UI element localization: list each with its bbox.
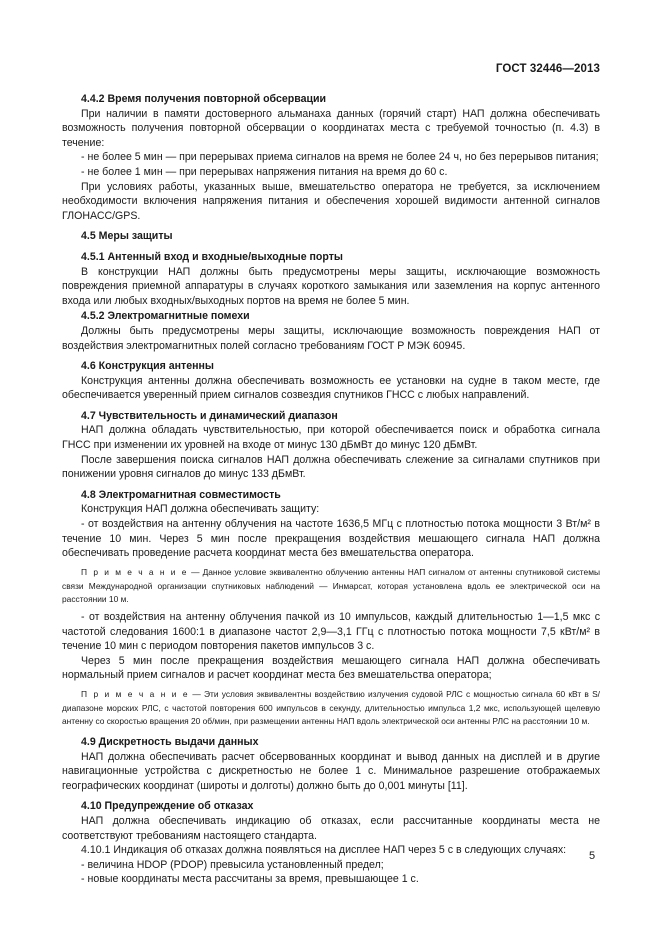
note-text: — Эти условия эквивалентны воздействию излучения судовой РЛС с мощностью сигнала 60 кВт в S/диапазоне морских РЛС, с частотой повторения 600 импульсов в секунду, длительностью импульса 1,2 мкс, использующей щелевую антенну со скоростью вращения 20 об/мин, при размещении антенны НАП вдоль электрической оси антенны РЛС на расстоянии 10 м. xyxy=(62,688,600,727)
heading-4-5: 4.5 Меры защиты xyxy=(81,230,173,243)
heading-4-9: 4.9 Дискретность выдачи данных xyxy=(81,736,259,748)
paragraph: НАП должна обеспечивать расчет обсервованных координат и вывод данных на дисплей и в другие навигационные устройства с дискретностью не более 1 с. Минимальное разрешение отображаемых географических координат (широты и долготы) должно быть до 0,001 минуты [11]. xyxy=(62,750,600,792)
paragraph: При наличии в памяти достоверного альманаха данных (горячий старт) НАП должна обеспечивать возможность получения повторной обсервации о координатах места с требуемой точностью (п. 4.3) в течение: xyxy=(62,107,600,149)
paragraph: После завершения поиска сигналов НАП должна обеспечивать слежение за сигналами спутников при понижении уровня сигналов до минус 133 дБмВт. xyxy=(62,453,600,481)
paragraph: При условиях работы, указанных выше, вмешательство оператора не требуется, за исключением необходимости включения напряжения питания и обеспечения хорошей видимости антенной сигналов ГЛОНАСС/GPS. xyxy=(62,180,600,222)
page-number: 5 xyxy=(589,850,596,862)
list-item: - от воздействия на антенну облучения на частоте 1636,5 МГц с плотностью потока мощности 3 Вт/м² в течение 10 мин. Через 5 мин после прекращения воздействия мешающего сигнала НАП должна обеспечивать проведение расчета координат места без вмешательства оператора. xyxy=(62,518,600,560)
standard-header: ГОСТ 32446—2013 xyxy=(495,63,600,75)
paragraph: В конструкции НАП должны быть предусмотрены меры защиты, исключающие возможность повреждения приемной аппаратуры в случаях короткого замыкания или заземления на корпус антенного входа или любых входных/выходных портов на время не более 5 мин. xyxy=(62,265,600,307)
note-label: П р и м е ч а н и е xyxy=(81,566,188,577)
heading-4-4-2: 4.4.2 Время получения повторной обсервации xyxy=(81,93,326,105)
list-item: - новые координаты места рассчитаны за время, превышающее 1 с. xyxy=(81,873,419,886)
paragraph: Должны быть предусмотрены меры защиты, исключающие возможность повреждения НАП от воздействия электромагнитных полей согласно требованиям ГОСТ Р МЭК 60945. xyxy=(62,324,600,352)
list-item: - от воздействия на антенну облучения пачкой из 10 импульсов, каждый длительностью 1—1,5 мкс с частотой следования 1600:1 в диапазоне частот 2,9—3,1 ГГц с плотностью потока мощности 7,5 кВт/м² в течение 10 мин с периодом повторения пакетов импульсов 3 с. xyxy=(62,610,600,653)
heading-4-7: 4.7 Чувствительность и динамический диапазон xyxy=(81,409,338,422)
heading-4-5-1: 4.5.1 Антенный вход и входные/выходные порты xyxy=(81,250,343,263)
note xyxy=(62,688,600,729)
paragraph: 4.10.1 Индикация об отказах должна появляться на дисплее НАП через 5 с в следующих случаях: xyxy=(81,844,567,857)
heading-4-6: 4.6 Конструкция антенны xyxy=(81,360,214,373)
paragraph: Конструкция НАП должна обеспечивать защиту: xyxy=(81,503,320,516)
paragraph: Через 5 мин после прекращения воздействия мешающего сигнала НАП должна обеспечивать нормальный прием сигналов и расчет координат места без вмешательства оператора; xyxy=(62,654,600,682)
list-item: - величина HDOP (PDOP) превысила установленный предел; xyxy=(81,858,384,871)
note-label: П р и м е ч а н и е xyxy=(81,688,190,699)
list-item: - не более 1 мин — при перерывах напряжения питания на время до 60 с. xyxy=(81,165,448,178)
note-text: — Данное условие эквивалентно облучению антенны НАП сигналом от антенны спутниковой системы связи Международной организации спутниковых наблюдений — Инмарсат, которая установлена вдоль ее электрической оси на расстоянии 10 м. xyxy=(62,566,600,605)
heading-4-5-2: 4.5.2 Электромагнитные помехи xyxy=(81,310,250,323)
paragraph: Конструкция антенны должна обеспечивать возможность ее установки на судне в таком месте, где обеспечивается уверенный прием сигналов созвездия спутников ГНСС с любых направлений. xyxy=(62,374,600,402)
paragraph: НАП должна обладать чувствительностью, при которой обеспечивается поиск и обработка сигнала ГНСС при изменении их уровней на входе от минус 130 дБмВт до минус 120 дБмВт. xyxy=(62,424,600,452)
heading-4-8: 4.8 Электромагнитная совместимость xyxy=(81,488,281,501)
note xyxy=(62,566,600,607)
paragraph: НАП должна обеспечивать индикацию об отказах, если рассчитанные координаты места не соответствуют требованиям настоящего стандарта. xyxy=(62,814,600,842)
heading-4-10: 4.10 Предупреждение об отказах xyxy=(81,800,254,813)
document-body xyxy=(62,92,600,887)
list-item: - не более 5 мин — при перерывах приема сигналов на время не более 24 ч, но без перерывов питания; xyxy=(81,151,599,164)
